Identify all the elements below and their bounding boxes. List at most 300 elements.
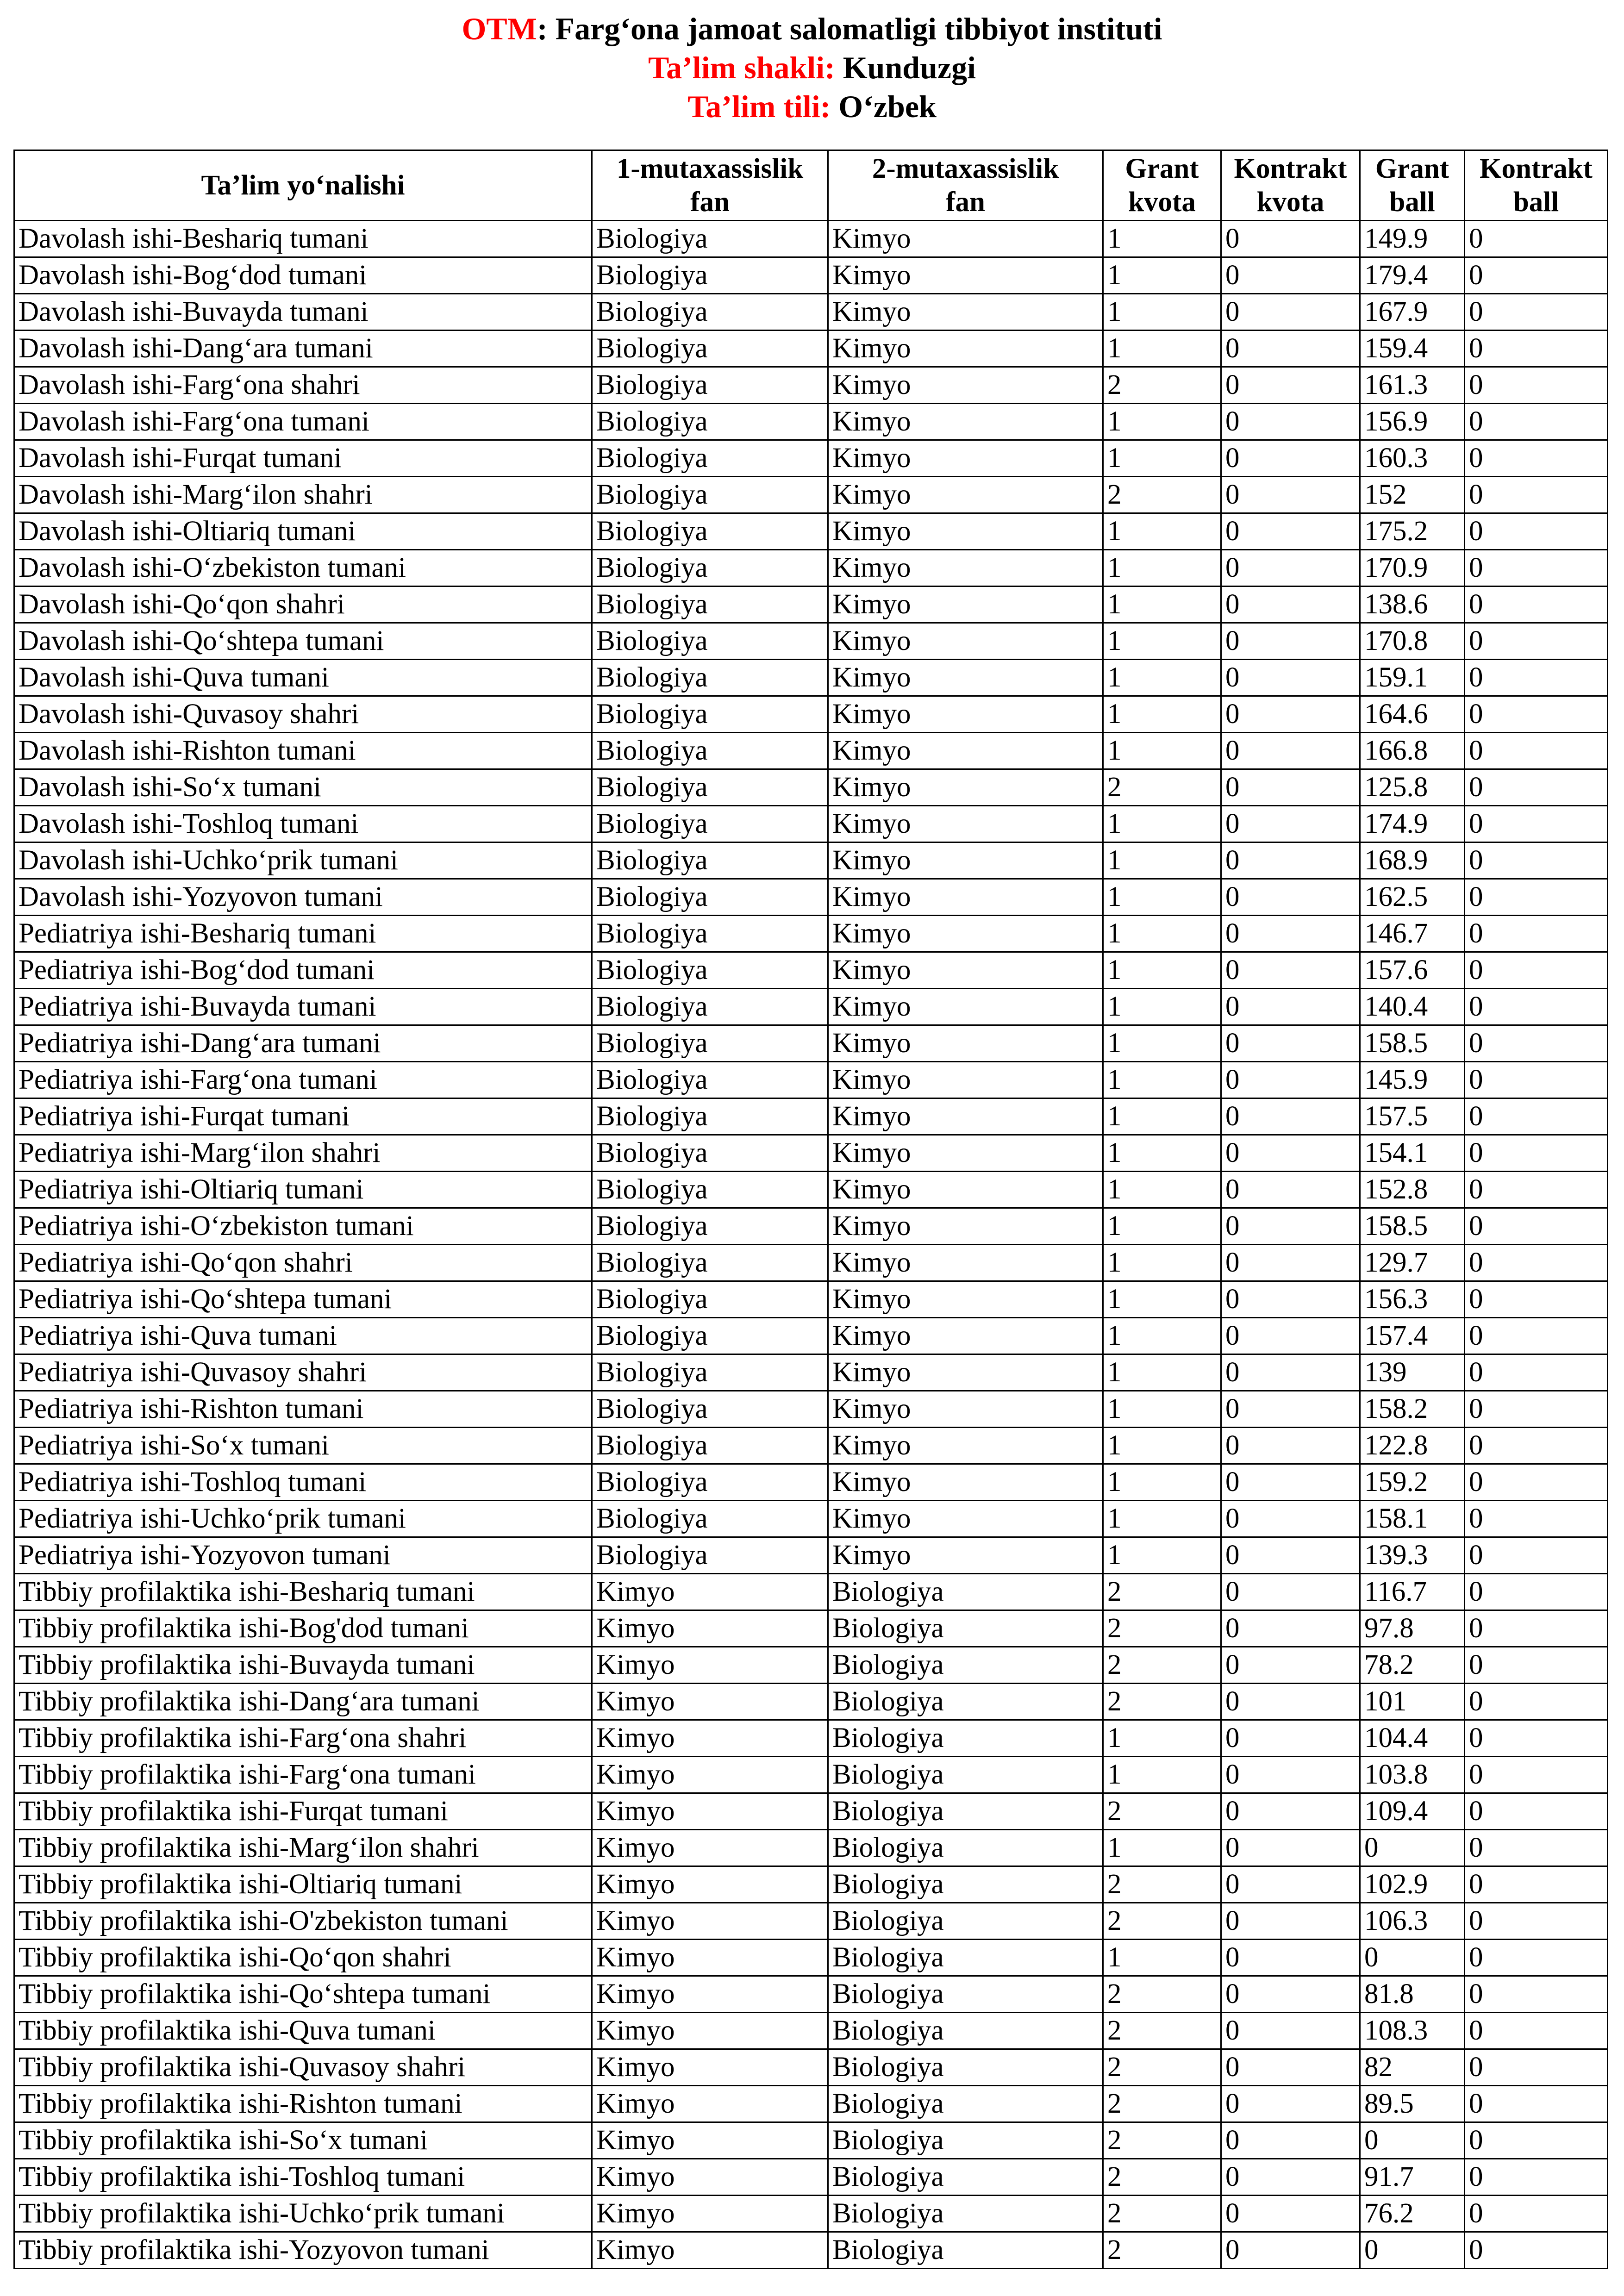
table-row bbox=[14, 331, 1608, 367]
cell-second-subject: Kimyo bbox=[828, 1208, 1103, 1245]
cell-contract-score: 0 bbox=[1465, 221, 1608, 257]
column-header-text: Grant bbox=[1125, 153, 1199, 184]
cell-first-subject: Biologiya bbox=[592, 331, 828, 367]
cell-contract-quota: 0 bbox=[1221, 294, 1360, 331]
cell-grant-quota: 1 bbox=[1103, 1281, 1221, 1318]
table-row bbox=[14, 2013, 1608, 2049]
cell-contract-score: 0 bbox=[1465, 1245, 1608, 1281]
table-row bbox=[14, 1208, 1608, 1245]
cell-grant-quota: 2 bbox=[1103, 367, 1221, 404]
cell-contract-score: 0 bbox=[1465, 2159, 1608, 2196]
cell-contract-quota: 0 bbox=[1221, 404, 1360, 440]
cell-second-subject: Kimyo bbox=[828, 696, 1103, 733]
cell-contract-quota: 0 bbox=[1221, 696, 1360, 733]
cell-grant-quota: 1 bbox=[1103, 1172, 1221, 1208]
cell-first-subject: Biologiya bbox=[592, 404, 828, 440]
cell-first-subject: Kimyo bbox=[592, 2232, 828, 2269]
table-row bbox=[14, 1464, 1608, 1501]
cell-direction: Pediatriya ishi-Farg‘ona tumani bbox=[14, 1062, 592, 1098]
cell-direction: Davolash ishi-Farg‘ona shahri bbox=[14, 367, 592, 404]
cell-contract-score: 0 bbox=[1465, 1318, 1608, 1354]
cell-contract-score: 0 bbox=[1465, 440, 1608, 477]
cell-second-subject: Biologiya bbox=[828, 1866, 1103, 1903]
cell-grant-score: 175.2 bbox=[1360, 513, 1465, 550]
cell-direction: Tibbiy profilaktika ishi-Buvayda tumani bbox=[14, 1647, 592, 1684]
quota-table bbox=[13, 150, 1608, 2269]
table-row bbox=[14, 1391, 1608, 1428]
table-row bbox=[14, 1098, 1608, 1135]
column-header-text: Kontrakt bbox=[1234, 153, 1347, 184]
cell-contract-score: 0 bbox=[1465, 404, 1608, 440]
cell-contract-score: 0 bbox=[1465, 1025, 1608, 1062]
cell-second-subject: Kimyo bbox=[828, 221, 1103, 257]
cell-direction: Tibbiy profilaktika ishi-Dang‘ara tumani bbox=[14, 1684, 592, 1720]
cell-first-subject: Kimyo bbox=[592, 1574, 828, 1610]
cell-grant-score: 89.5 bbox=[1360, 2086, 1465, 2122]
cell-first-subject: Biologiya bbox=[592, 586, 828, 623]
cell-direction: Davolash ishi-Dang‘ara tumani bbox=[14, 331, 592, 367]
cell-grant-score: 156.3 bbox=[1360, 1281, 1465, 1318]
cell-grant-score: 149.9 bbox=[1360, 221, 1465, 257]
cell-first-subject: Kimyo bbox=[592, 1793, 828, 1830]
cell-second-subject: Kimyo bbox=[828, 367, 1103, 404]
cell-first-subject: Biologiya bbox=[592, 1062, 828, 1098]
cell-direction: Pediatriya ishi-Quva tumani bbox=[14, 1318, 592, 1354]
cell-direction: Tibbiy profilaktika ishi-Bog'dod tumani bbox=[14, 1610, 592, 1647]
cell-second-subject: Biologiya bbox=[828, 2232, 1103, 2269]
cell-contract-quota: 0 bbox=[1221, 1501, 1360, 1537]
cell-grant-quota: 1 bbox=[1103, 1318, 1221, 1354]
column-header-second-subject bbox=[828, 150, 1103, 221]
cell-grant-score: 170.9 bbox=[1360, 550, 1465, 586]
cell-direction: Tibbiy profilaktika ishi-Marg‘ilon shahri bbox=[14, 1830, 592, 1866]
table-row bbox=[14, 1610, 1608, 1647]
cell-second-subject: Biologiya bbox=[828, 1830, 1103, 1866]
cell-direction: Pediatriya ishi-Dang‘ara tumani bbox=[14, 1025, 592, 1062]
column-header-text: kvota bbox=[1128, 186, 1196, 218]
cell-direction: Tibbiy profilaktika ishi-So‘x tumani bbox=[14, 2122, 592, 2159]
cell-contract-quota: 0 bbox=[1221, 1684, 1360, 1720]
cell-first-subject: Kimyo bbox=[592, 1757, 828, 1793]
cell-second-subject: Kimyo bbox=[828, 1062, 1103, 1098]
cell-grant-score: 125.8 bbox=[1360, 769, 1465, 806]
cell-grant-score: 106.3 bbox=[1360, 1903, 1465, 1940]
cell-contract-quota: 0 bbox=[1221, 1135, 1360, 1172]
cell-contract-quota: 0 bbox=[1221, 1208, 1360, 1245]
table-row bbox=[14, 1647, 1608, 1684]
cell-second-subject: Kimyo bbox=[828, 842, 1103, 879]
cell-contract-score: 0 bbox=[1465, 1135, 1608, 1172]
cell-grant-score: 145.9 bbox=[1360, 1062, 1465, 1098]
cell-grant-quota: 2 bbox=[1103, 1647, 1221, 1684]
cell-second-subject: Kimyo bbox=[828, 1428, 1103, 1464]
cell-second-subject: Kimyo bbox=[828, 550, 1103, 586]
cell-contract-quota: 0 bbox=[1221, 221, 1360, 257]
table-row bbox=[14, 1062, 1608, 1098]
cell-direction: Tibbiy profilaktika ishi-Uchko‘prik tumani bbox=[14, 2196, 592, 2232]
cell-contract-quota: 0 bbox=[1221, 1976, 1360, 2013]
cell-grant-quota: 2 bbox=[1103, 769, 1221, 806]
cell-grant-score: 167.9 bbox=[1360, 294, 1465, 331]
table-row bbox=[14, 1025, 1608, 1062]
cell-grant-score: 0 bbox=[1360, 2122, 1465, 2159]
cell-first-subject: Biologiya bbox=[592, 1098, 828, 1135]
column-header-text: Kontrakt bbox=[1480, 153, 1593, 184]
cell-second-subject: Kimyo bbox=[828, 733, 1103, 769]
cell-contract-score: 0 bbox=[1465, 1866, 1608, 1903]
column-header-direction bbox=[14, 150, 592, 221]
cell-first-subject: Biologiya bbox=[592, 1281, 828, 1318]
cell-grant-score: 166.8 bbox=[1360, 733, 1465, 769]
cell-direction: Davolash ishi-Uchko‘prik tumani bbox=[14, 842, 592, 879]
cell-contract-score: 0 bbox=[1465, 550, 1608, 586]
cell-contract-score: 0 bbox=[1465, 696, 1608, 733]
cell-grant-quota: 1 bbox=[1103, 440, 1221, 477]
table-row bbox=[14, 513, 1608, 550]
table-row bbox=[14, 1537, 1608, 1574]
cell-direction: Tibbiy profilaktika ishi-Rishton tumani bbox=[14, 2086, 592, 2122]
cell-grant-score: 0 bbox=[1360, 1830, 1465, 1866]
cell-contract-quota: 0 bbox=[1221, 733, 1360, 769]
cell-grant-quota: 1 bbox=[1103, 257, 1221, 294]
cell-contract-score: 0 bbox=[1465, 1610, 1608, 1647]
cell-second-subject: Kimyo bbox=[828, 660, 1103, 696]
table-row bbox=[14, 952, 1608, 989]
cell-grant-score: 158.5 bbox=[1360, 1025, 1465, 1062]
cell-contract-score: 0 bbox=[1465, 1757, 1608, 1793]
cell-grant-score: 174.9 bbox=[1360, 806, 1465, 842]
cell-direction: Davolash ishi-Buvayda tumani bbox=[14, 294, 592, 331]
cell-second-subject: Biologiya bbox=[828, 1684, 1103, 1720]
cell-first-subject: Biologiya bbox=[592, 513, 828, 550]
cell-contract-quota: 0 bbox=[1221, 1391, 1360, 1428]
cell-contract-score: 0 bbox=[1465, 1354, 1608, 1391]
cell-direction: Davolash ishi-Quva tumani bbox=[14, 660, 592, 696]
cell-second-subject: Kimyo bbox=[828, 1537, 1103, 1574]
cell-direction: Pediatriya ishi-Yozyovon tumani bbox=[14, 1537, 592, 1574]
cell-grant-score: 164.6 bbox=[1360, 696, 1465, 733]
cell-grant-quota: 1 bbox=[1103, 1391, 1221, 1428]
cell-contract-quota: 0 bbox=[1221, 1098, 1360, 1135]
cell-first-subject: Biologiya bbox=[592, 1501, 828, 1537]
cell-grant-quota: 1 bbox=[1103, 1025, 1221, 1062]
cell-first-subject: Biologiya bbox=[592, 440, 828, 477]
cell-grant-quota: 1 bbox=[1103, 1720, 1221, 1757]
cell-contract-quota: 0 bbox=[1221, 513, 1360, 550]
cell-grant-quota: 1 bbox=[1103, 1098, 1221, 1135]
study-language-line bbox=[0, 87, 1624, 126]
cell-grant-quota: 2 bbox=[1103, 2232, 1221, 2269]
cell-second-subject: Kimyo bbox=[828, 404, 1103, 440]
cell-first-subject: Biologiya bbox=[592, 623, 828, 660]
cell-second-subject: Biologiya bbox=[828, 2159, 1103, 2196]
cell-grant-score: 162.5 bbox=[1360, 879, 1465, 916]
table-row bbox=[14, 623, 1608, 660]
cell-contract-score: 0 bbox=[1465, 952, 1608, 989]
cell-direction: Tibbiy profilaktika ishi-Qo‘shtepa tumani bbox=[14, 1976, 592, 2013]
cell-second-subject: Kimyo bbox=[828, 1281, 1103, 1318]
column-header-first-subject bbox=[592, 150, 828, 221]
cell-direction: Pediatriya ishi-Quvasoy shahri bbox=[14, 1354, 592, 1391]
cell-first-subject: Biologiya bbox=[592, 1318, 828, 1354]
cell-grant-quota: 1 bbox=[1103, 1501, 1221, 1537]
cell-contract-quota: 0 bbox=[1221, 2086, 1360, 2122]
cell-contract-score: 0 bbox=[1465, 623, 1608, 660]
cell-grant-score: 76.2 bbox=[1360, 2196, 1465, 2232]
cell-direction: Davolash ishi-Rishton tumani bbox=[14, 733, 592, 769]
cell-contract-quota: 0 bbox=[1221, 1757, 1360, 1793]
table-row bbox=[14, 2159, 1608, 2196]
cell-contract-score: 0 bbox=[1465, 1574, 1608, 1610]
cell-grant-quota: 1 bbox=[1103, 550, 1221, 586]
cell-first-subject: Kimyo bbox=[592, 2196, 828, 2232]
cell-grant-score: 161.3 bbox=[1360, 367, 1465, 404]
table-row bbox=[14, 2196, 1608, 2232]
cell-direction: Pediatriya ishi-Beshariq tumani bbox=[14, 916, 592, 952]
cell-grant-score: 97.8 bbox=[1360, 1610, 1465, 1647]
cell-direction: Pediatriya ishi-Uchko‘prik tumani bbox=[14, 1501, 592, 1537]
cell-direction: Davolash ishi-Oltiariq tumani bbox=[14, 513, 592, 550]
cell-grant-score: 160.3 bbox=[1360, 440, 1465, 477]
cell-contract-score: 0 bbox=[1465, 1647, 1608, 1684]
cell-grant-score: 116.7 bbox=[1360, 1574, 1465, 1610]
cell-contract-quota: 0 bbox=[1221, 440, 1360, 477]
study-form-value: Kunduzgi bbox=[835, 50, 976, 85]
cell-direction: Pediatriya ishi-So‘x tumani bbox=[14, 1428, 592, 1464]
cell-grant-score: 152.8 bbox=[1360, 1172, 1465, 1208]
cell-second-subject: Kimyo bbox=[828, 1098, 1103, 1135]
cell-grant-score: 159.4 bbox=[1360, 331, 1465, 367]
cell-contract-score: 0 bbox=[1465, 2122, 1608, 2159]
cell-contract-quota: 0 bbox=[1221, 1537, 1360, 1574]
cell-contract-score: 0 bbox=[1465, 1940, 1608, 1976]
cell-direction: Pediatriya ishi-Toshloq tumani bbox=[14, 1464, 592, 1501]
cell-first-subject: Biologiya bbox=[592, 257, 828, 294]
cell-first-subject: Kimyo bbox=[592, 1940, 828, 1976]
cell-direction: Davolash ishi-Bog‘dod tumani bbox=[14, 257, 592, 294]
cell-grant-score: 170.8 bbox=[1360, 623, 1465, 660]
cell-direction: Davolash ishi-Marg‘ilon shahri bbox=[14, 477, 592, 513]
table-row bbox=[14, 1720, 1608, 1757]
table-row bbox=[14, 916, 1608, 952]
cell-contract-score: 0 bbox=[1465, 989, 1608, 1025]
cell-contract-quota: 0 bbox=[1221, 1940, 1360, 1976]
cell-first-subject: Kimyo bbox=[592, 2086, 828, 2122]
cell-grant-quota: 1 bbox=[1103, 294, 1221, 331]
table-row bbox=[14, 1976, 1608, 2013]
cell-grant-score: 0 bbox=[1360, 1940, 1465, 1976]
table-row bbox=[14, 1428, 1608, 1464]
cell-grant-score: 156.9 bbox=[1360, 404, 1465, 440]
column-header-text: 1-mutaxassislik bbox=[616, 153, 804, 184]
cell-contract-quota: 0 bbox=[1221, 1245, 1360, 1281]
cell-first-subject: Biologiya bbox=[592, 1428, 828, 1464]
table-row bbox=[14, 879, 1608, 916]
table-row bbox=[14, 221, 1608, 257]
cell-contract-score: 0 bbox=[1465, 294, 1608, 331]
cell-second-subject: Kimyo bbox=[828, 1245, 1103, 1281]
column-header-text: fan bbox=[946, 186, 985, 218]
cell-second-subject: Kimyo bbox=[828, 1354, 1103, 1391]
column-header-grant-score bbox=[1360, 150, 1465, 221]
cell-contract-score: 0 bbox=[1465, 1537, 1608, 1574]
table-row bbox=[14, 806, 1608, 842]
cell-grant-score: 138.6 bbox=[1360, 586, 1465, 623]
cell-direction: Pediatriya ishi-Qo‘shtepa tumani bbox=[14, 1281, 592, 1318]
cell-grant-quota: 1 bbox=[1103, 952, 1221, 989]
cell-grant-quota: 2 bbox=[1103, 2049, 1221, 2086]
cell-grant-quota: 1 bbox=[1103, 1464, 1221, 1501]
cell-direction: Davolash ishi-Quvasoy shahri bbox=[14, 696, 592, 733]
column-header-contract-score bbox=[1465, 150, 1608, 221]
cell-contract-quota: 0 bbox=[1221, 1354, 1360, 1391]
cell-grant-quota: 1 bbox=[1103, 1428, 1221, 1464]
cell-grant-score: 152 bbox=[1360, 477, 1465, 513]
cell-grant-score: 91.7 bbox=[1360, 2159, 1465, 2196]
cell-grant-score: 140.4 bbox=[1360, 989, 1465, 1025]
cell-first-subject: Kimyo bbox=[592, 2122, 828, 2159]
table-row bbox=[14, 733, 1608, 769]
cell-first-subject: Biologiya bbox=[592, 842, 828, 879]
cell-contract-score: 0 bbox=[1465, 367, 1608, 404]
cell-direction: Tibbiy profilaktika ishi-Farg‘ona tumani bbox=[14, 1757, 592, 1793]
cell-second-subject: Biologiya bbox=[828, 1647, 1103, 1684]
cell-contract-quota: 0 bbox=[1221, 1720, 1360, 1757]
cell-grant-score: 157.6 bbox=[1360, 952, 1465, 989]
cell-direction: Pediatriya ishi-Bog‘dod tumani bbox=[14, 952, 592, 989]
cell-direction: Davolash ishi-Qo‘qon shahri bbox=[14, 586, 592, 623]
cell-grant-quota: 1 bbox=[1103, 660, 1221, 696]
cell-first-subject: Biologiya bbox=[592, 952, 828, 989]
study-form-label: Ta’lim shakli: bbox=[648, 50, 835, 85]
cell-contract-quota: 0 bbox=[1221, 586, 1360, 623]
cell-second-subject: Kimyo bbox=[828, 257, 1103, 294]
cell-contract-quota: 0 bbox=[1221, 1610, 1360, 1647]
cell-grant-score: 157.4 bbox=[1360, 1318, 1465, 1354]
cell-first-subject: Biologiya bbox=[592, 550, 828, 586]
cell-contract-quota: 0 bbox=[1221, 2232, 1360, 2269]
cell-contract-quota: 0 bbox=[1221, 1062, 1360, 1098]
cell-direction: Tibbiy profilaktika ishi-O'zbekiston tumani bbox=[14, 1903, 592, 1940]
cell-grant-quota: 1 bbox=[1103, 1135, 1221, 1172]
cell-grant-score: 81.8 bbox=[1360, 1976, 1465, 2013]
cell-grant-quota: 2 bbox=[1103, 2159, 1221, 2196]
cell-second-subject: Biologiya bbox=[828, 1610, 1103, 1647]
cell-contract-score: 0 bbox=[1465, 1501, 1608, 1537]
cell-grant-score: 103.8 bbox=[1360, 1757, 1465, 1793]
cell-grant-quota: 1 bbox=[1103, 989, 1221, 1025]
cell-grant-score: 159.2 bbox=[1360, 1464, 1465, 1501]
cell-grant-quota: 2 bbox=[1103, 2196, 1221, 2232]
cell-first-subject: Biologiya bbox=[592, 1208, 828, 1245]
cell-direction: Pediatriya ishi-Qo‘qon shahri bbox=[14, 1245, 592, 1281]
cell-direction: Tibbiy profilaktika ishi-Oltiariq tumani bbox=[14, 1866, 592, 1903]
cell-contract-quota: 0 bbox=[1221, 477, 1360, 513]
table-row bbox=[14, 550, 1608, 586]
cell-direction: Davolash ishi-So‘x tumani bbox=[14, 769, 592, 806]
institution-name: Farg‘ona jamoat salomatligi tibbiyot instituti bbox=[555, 11, 1162, 46]
cell-contract-score: 0 bbox=[1465, 1428, 1608, 1464]
column-header-text: kvota bbox=[1256, 186, 1324, 218]
cell-first-subject: Biologiya bbox=[592, 1025, 828, 1062]
table-row bbox=[14, 2049, 1608, 2086]
cell-grant-quota: 1 bbox=[1103, 916, 1221, 952]
cell-second-subject: Biologiya bbox=[828, 1940, 1103, 1976]
cell-first-subject: Biologiya bbox=[592, 989, 828, 1025]
cell-contract-quota: 0 bbox=[1221, 1830, 1360, 1866]
cell-contract-quota: 0 bbox=[1221, 769, 1360, 806]
cell-grant-score: 78.2 bbox=[1360, 1647, 1465, 1684]
cell-second-subject: Kimyo bbox=[828, 1318, 1103, 1354]
study-form-line bbox=[0, 48, 1624, 87]
cell-first-subject: Kimyo bbox=[592, 2013, 828, 2049]
table-row bbox=[14, 1866, 1608, 1903]
table-row bbox=[14, 440, 1608, 477]
cell-contract-quota: 0 bbox=[1221, 1866, 1360, 1903]
otm-separator: : bbox=[537, 11, 556, 46]
cell-direction: Davolash ishi-Qo‘shtepa tumani bbox=[14, 623, 592, 660]
cell-second-subject: Kimyo bbox=[828, 1135, 1103, 1172]
cell-contract-quota: 0 bbox=[1221, 2122, 1360, 2159]
cell-first-subject: Kimyo bbox=[592, 1684, 828, 1720]
cell-first-subject: Kimyo bbox=[592, 1830, 828, 1866]
table-body bbox=[14, 221, 1608, 2269]
cell-second-subject: Biologiya bbox=[828, 1976, 1103, 2013]
cell-contract-score: 0 bbox=[1465, 1903, 1608, 1940]
column-header-contract-quota bbox=[1221, 150, 1360, 221]
column-header-text: ball bbox=[1513, 186, 1559, 218]
cell-second-subject: Kimyo bbox=[828, 879, 1103, 916]
table-row bbox=[14, 1684, 1608, 1720]
table-row bbox=[14, 477, 1608, 513]
cell-first-subject: Biologiya bbox=[592, 367, 828, 404]
cell-contract-quota: 0 bbox=[1221, 2159, 1360, 2196]
cell-grant-quota: 1 bbox=[1103, 586, 1221, 623]
cell-grant-quota: 1 bbox=[1103, 1245, 1221, 1281]
cell-second-subject: Kimyo bbox=[828, 1391, 1103, 1428]
cell-grant-score: 101 bbox=[1360, 1684, 1465, 1720]
column-header-text: fan bbox=[690, 186, 730, 218]
cell-grant-quota: 2 bbox=[1103, 2086, 1221, 2122]
cell-contract-score: 0 bbox=[1465, 1172, 1608, 1208]
table-row bbox=[14, 1135, 1608, 1172]
cell-direction: Tibbiy profilaktika ishi-Quvasoy shahri bbox=[14, 2049, 592, 2086]
cell-contract-score: 0 bbox=[1465, 842, 1608, 879]
cell-second-subject: Biologiya bbox=[828, 1574, 1103, 1610]
cell-second-subject: Biologiya bbox=[828, 1757, 1103, 1793]
cell-grant-quota: 1 bbox=[1103, 842, 1221, 879]
cell-direction: Davolash ishi-Farg‘ona tumani bbox=[14, 404, 592, 440]
cell-grant-quota: 2 bbox=[1103, 1976, 1221, 2013]
cell-second-subject: Biologiya bbox=[828, 1720, 1103, 1757]
cell-first-subject: Kimyo bbox=[592, 1647, 828, 1684]
cell-first-subject: Biologiya bbox=[592, 916, 828, 952]
cell-grant-quota: 2 bbox=[1103, 1574, 1221, 1610]
cell-contract-score: 0 bbox=[1465, 477, 1608, 513]
cell-contract-quota: 0 bbox=[1221, 879, 1360, 916]
cell-direction: Davolash ishi-O‘zbekiston tumani bbox=[14, 550, 592, 586]
cell-direction: Tibbiy profilaktika ishi-Farg‘ona shahri bbox=[14, 1720, 592, 1757]
cell-grant-score: 109.4 bbox=[1360, 1793, 1465, 1830]
cell-grant-quota: 1 bbox=[1103, 696, 1221, 733]
cell-second-subject: Kimyo bbox=[828, 586, 1103, 623]
table-row bbox=[14, 1245, 1608, 1281]
cell-contract-quota: 0 bbox=[1221, 916, 1360, 952]
cell-grant-score: 159.1 bbox=[1360, 660, 1465, 696]
cell-second-subject: Kimyo bbox=[828, 1501, 1103, 1537]
cell-second-subject: Kimyo bbox=[828, 294, 1103, 331]
document-header bbox=[0, 9, 1624, 126]
